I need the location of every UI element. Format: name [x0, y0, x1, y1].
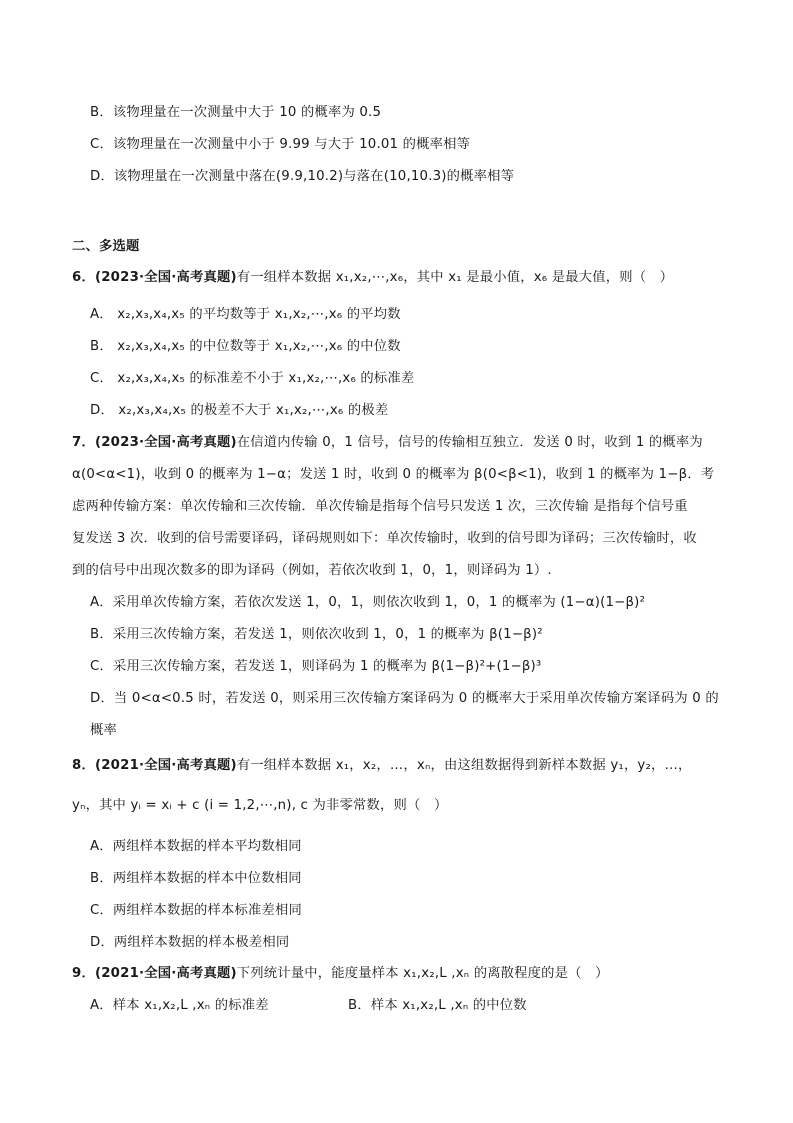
- q7-stem-line-2: α(0<α<1)，收到 0 的概率为 1−α；发送 1 时，收到 0 的概率为 β(0<β<1)，收到 1 的概率为 1−β．考: [72, 467, 715, 482]
- q7-option-d-cont: 概率: [90, 723, 117, 738]
- q7-stem-line-4: 复发送 3 次．收到的信号需要译码，译码规则如下：单次传输时，收到的信号即为译码；三次传输时，收: [72, 531, 697, 546]
- q6-option-c: C． x₂,x₃,x₄,x₅ 的标准差不小于 x₁,x₂,⋯,x₆ 的标准差: [90, 371, 415, 386]
- q9-option-b: B．样本 x₁,x₂,L ,xₙ 的中位数: [348, 998, 527, 1013]
- q6-option-d: D． x₂,x₃,x₄,x₅ 的极差不大于 x₁,x₂,⋯,x₆ 的极差: [90, 403, 389, 418]
- question-source-tag: 9．(2021·全国·高考真题): [72, 966, 237, 981]
- q6-option-a: A． x₂,x₃,x₄,x₅ 的平均数等于 x₁,x₂,⋯,x₆ 的平均数: [90, 307, 401, 322]
- q7-option-d: D．当 0<α<0.5 时，若发送 0，则采用三次传输方案译码为 0 的概率大于采用单次传输方案译码为 0 的: [90, 691, 719, 706]
- question-text: 下列统计量中，能度量样本 x₁,x₂,L ,xₙ 的离散程度的是（ ）: [236, 966, 609, 981]
- q8-stem-line-1: [72, 754, 692, 773]
- question-text: 有一组样本数据 x₁,x₂,⋯,x₆，其中 x₁ 是最小值，x₆ 是最大值，则（ ）: [236, 270, 674, 285]
- question-text: 有一组样本数据 x₁，x₂，…，xₙ，由这组数据得到新样本数据 y₁，y₂，…，: [236, 758, 692, 773]
- q5-option-d: D．该物理量在一次测量中落在(9.9,10.2)与落在(10,10.3)的概率相等: [90, 169, 515, 184]
- q7-stem-line-5: 到的信号中出现次数多的即为译码（例如，若依次收到 1，0，1，则译码为 1）.: [72, 563, 552, 578]
- q6-option-b: B． x₂,x₃,x₄,x₅ 的中位数等于 x₁,x₂,⋯,x₆ 的中位数: [90, 339, 401, 354]
- q8-stem-line-2: yₙ，其中 yᵢ = xᵢ + c (i = 1,2,⋯,n), c 为非零常数，则（ ）: [72, 798, 448, 813]
- question-source-tag: 8．(2021·全国·高考真题): [72, 758, 237, 773]
- section-heading: 二、多选题: [72, 239, 140, 254]
- q7-option-a: A．采用单次传输方案，若依次发送 1，0，1，则依次收到 1，0，1 的概率为 (1−α)(1−β)²: [90, 595, 646, 610]
- q5-option-c: C．该物理量在一次测量中小于 9.99 与大于 10.01 的概率相等: [90, 137, 471, 152]
- q7-option-b: B．采用三次传输方案，若发送 1，则依次收到 1，0，1 的概率为 β(1−β)²: [90, 627, 543, 642]
- question-source-tag: 6．(2023·全国·高考真题): [72, 270, 237, 285]
- q8-option-c: C．两组样本数据的样本标准差相同: [90, 903, 302, 918]
- q8-option-d: D．两组样本数据的样本极差相同: [90, 935, 290, 950]
- question-source-tag: 7．(2023·全国·高考真题): [72, 435, 237, 450]
- q7-option-c: C．采用三次传输方案，若发送 1，则译码为 1 的概率为 β(1−β)²+(1−β)³: [90, 659, 542, 674]
- q9-option-a: A．样本 x₁,x₂,L ,xₙ 的标准差: [90, 998, 269, 1013]
- q6-stem: [72, 266, 673, 285]
- q7-stem-line-3: 虑两种传输方案：单次传输和三次传输．单次传输是指每个信号只发送 1 次，三次传输 是指每个信号重: [72, 499, 688, 514]
- q7-stem-line-1: [72, 431, 703, 450]
- question-text: 在信道内传输 0，1 信号，信号的传输相互独立．发送 0 时，收到 1 的概率为: [236, 435, 703, 450]
- q8-option-a: A．两组样本数据的样本平均数相同: [90, 839, 302, 854]
- q5-option-b: B．该物理量在一次测量中大于 10 的概率为 0.5: [90, 105, 382, 120]
- q9-stem: [72, 962, 609, 981]
- q8-option-b: B．两组样本数据的样本中位数相同: [90, 871, 302, 886]
